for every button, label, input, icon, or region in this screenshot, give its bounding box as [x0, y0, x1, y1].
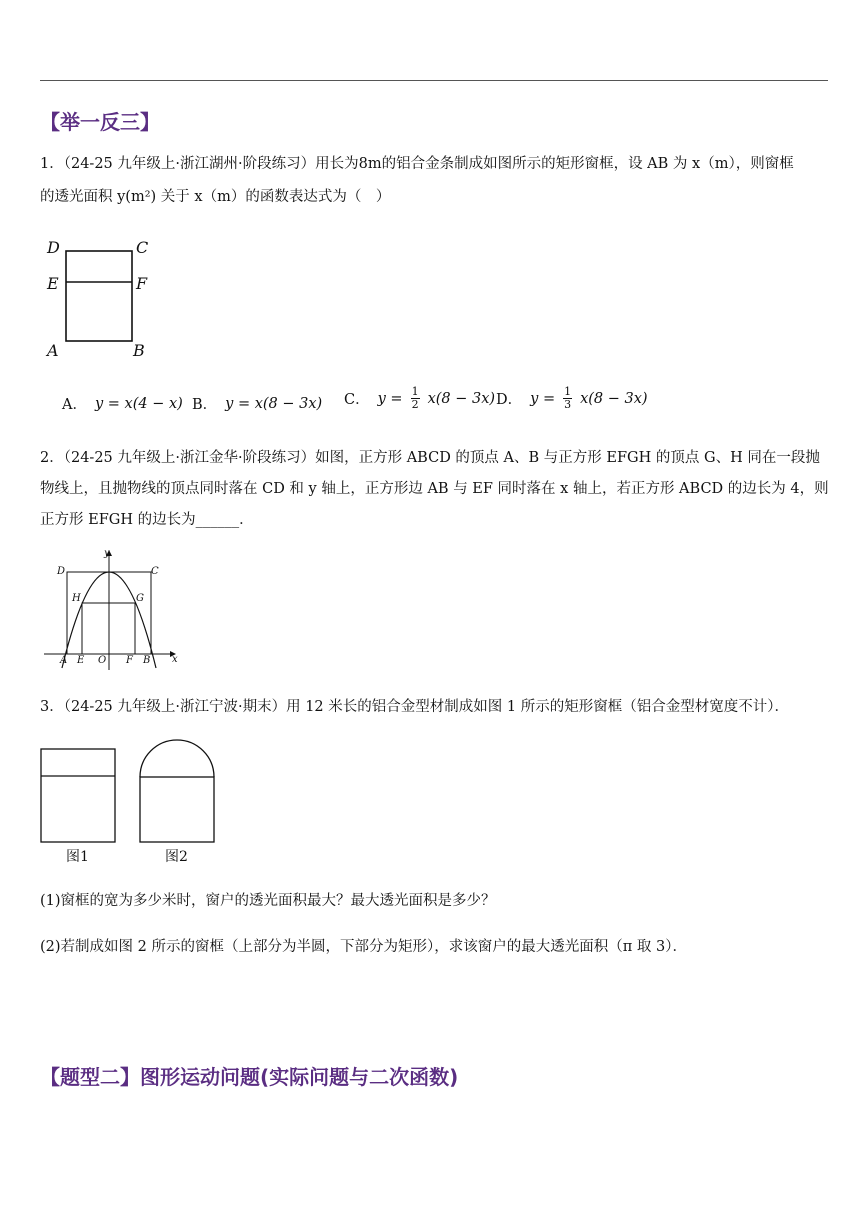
section-heading-type-two: 【题型二】图形运动问题(实际问题与二次函数)	[40, 1065, 459, 1089]
q3-caption-figure-2: 图2	[165, 849, 188, 865]
q3-line1: 3．（24-25 九年级上·浙江宁波·期末）用 12 米长的铝合金型材制成如图 1 所示的矩形窗框（铝合金型材宽度不计）．	[40, 699, 789, 715]
q1-line2: 的透光面积 y(m²) 关于 x（m）的函数表达式为（ ）	[40, 189, 391, 205]
q1-label-b: B	[133, 341, 145, 360]
option-d-pre: y =	[530, 390, 556, 407]
option-a-letter: A．	[62, 397, 87, 413]
q1-label-d: D	[47, 238, 60, 257]
q3-subquestion-1: (1)窗框的宽为多少米时，窗户的透光面积最大？最大透光面积是多少？	[40, 893, 496, 909]
q2-label-e: E	[77, 655, 85, 666]
q1-label-e: E	[47, 274, 59, 293]
option-d-fraction: $\frac{1}{3}$	[564, 385, 572, 411]
q1-option-b[interactable]	[192, 393, 322, 414]
option-c-pre: y =	[377, 390, 403, 407]
q1-option-a[interactable]	[62, 393, 183, 414]
q2-line3: 正方形 EFGH 的边长为______．	[40, 512, 254, 528]
q3-subquestion-2: (2)若制成如图 2 所示的窗框（上部分为半圆，下部分为矩形），求该窗户的最大透光面积（π 取 3）．	[40, 939, 687, 955]
q1-label-f: F	[136, 274, 148, 293]
q2-label-b: B	[143, 655, 151, 666]
q3-figure-2-arched-window	[136, 737, 218, 847]
option-d-post: x(8 − 3x)	[580, 390, 648, 407]
q1-option-c[interactable]	[344, 386, 495, 411]
q1-option-d[interactable]	[496, 386, 648, 411]
q1-label-c: C	[136, 238, 149, 257]
q2-label-h: H	[72, 593, 81, 604]
q2-label-y: y	[104, 548, 110, 559]
option-c-fraction: $\frac{1}{2}$	[411, 385, 419, 411]
option-b-expr: y = x(8 − 3x)	[225, 395, 323, 412]
q2-label-a: A	[60, 655, 68, 666]
q2-label-d: D	[57, 566, 66, 577]
header-rule	[40, 80, 828, 81]
q1-line1: 1．（24-25 九年级上·浙江湖州·阶段练习）用长为8m的铝合金条制成如图所示的矩形窗框，设 AB 为 x（m），则窗框	[40, 156, 794, 172]
q3-caption-figure-1: 图1	[66, 849, 89, 865]
option-c-letter: C．	[344, 392, 370, 408]
q1-label-a: A	[47, 341, 59, 360]
q2-line2: 物线上，且抛物线的顶点同时落在 CD 和 y 轴上，正方形边 AB 与 EF 同时落在 x 轴上，若正方形 ABCD 的边长为 4，则	[40, 481, 829, 497]
q3-figure-1-window	[38, 746, 118, 846]
option-b-letter: B．	[192, 397, 218, 413]
q2-label-f: F	[126, 655, 133, 666]
q2-label-g: G	[136, 593, 144, 604]
option-a-expr: y = x(4 − x)	[94, 395, 183, 412]
option-c-post: x(8 − 3x)	[427, 390, 496, 407]
option-d-letter: D．	[496, 392, 523, 408]
q2-label-c: C	[151, 566, 159, 577]
section-heading-practice: 【举一反三】	[40, 110, 160, 134]
q2-label-o: O	[98, 655, 107, 666]
q2-label-x: x	[172, 654, 178, 665]
q2-line1: 2．（24-25 九年级上·浙江金华·阶段练习）如图，正方形 ABCD 的顶点 A、B 与正方形 EFGH 的顶点 G、H 同在一段抛	[40, 450, 820, 466]
